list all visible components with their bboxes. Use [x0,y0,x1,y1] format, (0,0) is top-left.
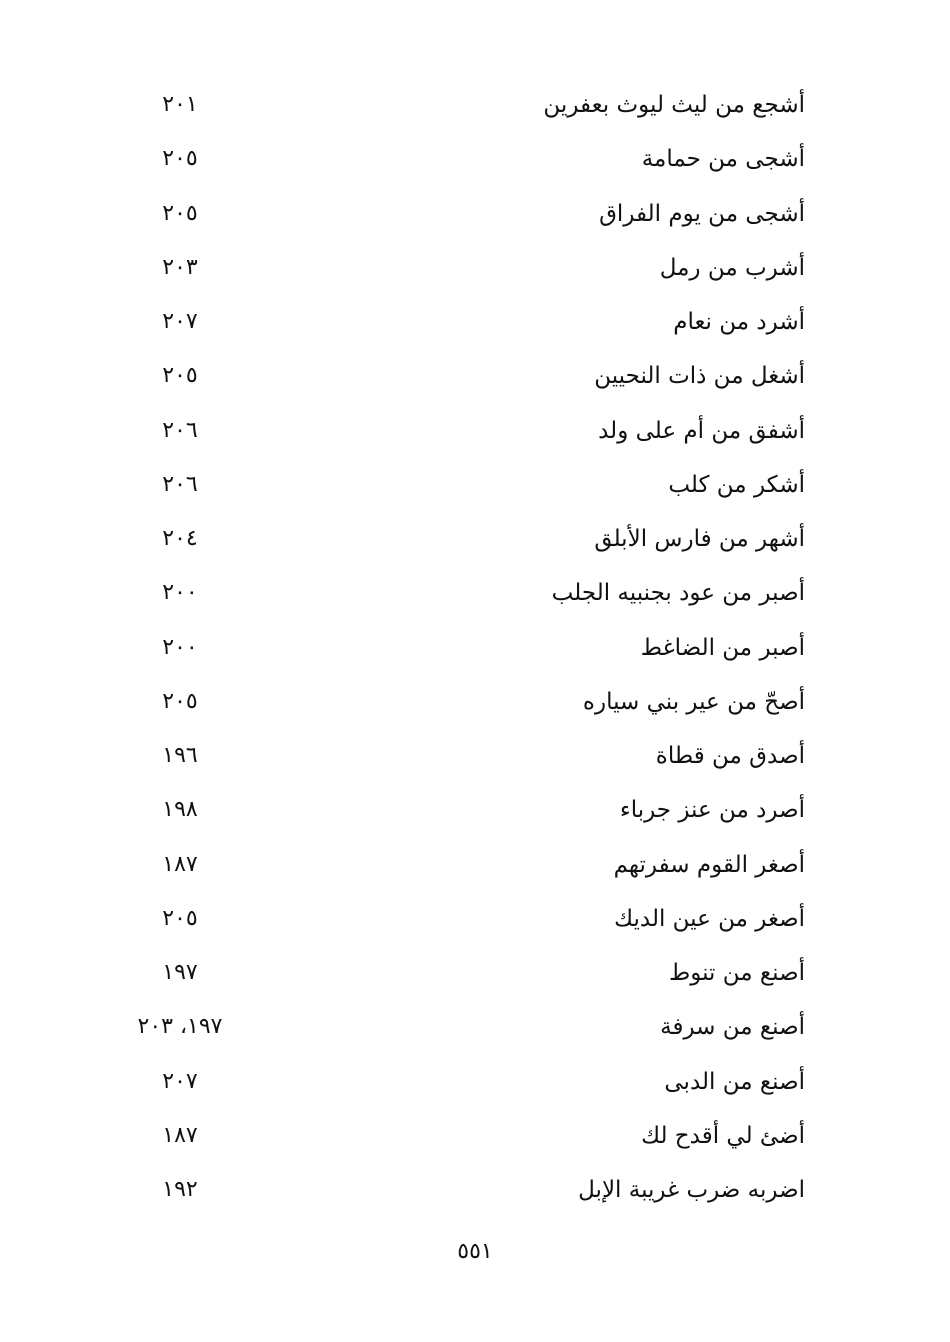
page-reference: ٢٠٧ [162,1068,198,1094]
page-reference: ٢٠٥ [162,363,198,389]
proverb-text: اضربه ضرب غريبة الإبل [578,1177,805,1203]
index-entry [0,675,950,729]
proverb-text: أشغل من ذات النحيين [594,363,805,390]
page-reference: ١٨٧ [162,851,198,877]
index-entry [0,241,950,295]
page-reference: ١٨٧ [162,1122,198,1148]
index-entry [0,132,950,186]
index-entry [0,783,950,837]
proverb-text: أشرد من نعام [673,309,805,335]
page-reference: ٢٠٤ [162,526,198,551]
proverb-text: أشجع من ليث ليوث بعفرين [543,92,805,118]
page-reference: ٢٠٥ [162,200,198,226]
page-reference: ٢٠١ [162,92,198,117]
proverb-text: أشفق من أم على ولد [598,417,805,444]
index-entry [0,621,950,675]
index-entry [0,946,950,1000]
proverb-text: أشرب من رمل [659,254,805,281]
page-reference: ٢٠٥ [162,905,198,931]
page-reference: ٢٠٥ [162,146,198,172]
page-number: ٥٥١ [457,1239,493,1264]
index-entry [0,78,950,132]
index-entry [0,1000,950,1054]
index-entry [0,1055,950,1109]
index-entry [0,566,950,620]
index-entry [0,458,950,512]
proverb-text: أصحّ من عير بني سياره [582,688,805,715]
proverb-text: أصغر القوم سفرتهم [613,851,805,878]
page-reference: ٢٠٦ [162,417,198,443]
proverb-text: أشهر من فارس الأبلق [594,526,805,552]
proverb-text: أصنع من الدبى [664,1068,805,1095]
proverb-index-list [0,78,950,1217]
page-reference: ٢٠٥ [162,688,198,714]
page-reference: ٢٠٦ [162,471,198,497]
page-reference: ٢٠٠ [162,580,198,606]
index-entry [0,512,950,566]
index-entry [0,1109,950,1163]
index-entry [0,1163,950,1217]
proverb-text: أشكر من كلب [668,471,805,498]
proverb-text: أشجى من يوم الفراق [599,200,805,227]
page-reference: ١٩٢ [162,1177,198,1202]
page-reference: ٢٠٠ [162,634,198,660]
page-reference: ١٩٧ [162,960,198,985]
page-reference: ١٩٧، ٢٠٣ [137,1014,223,1040]
index-entry [0,729,950,783]
proverb-text: أصنع من تنوط [668,960,805,986]
page-reference: ٢٠٣ [162,254,198,280]
proverb-text: أصنع من سرفة [660,1014,805,1041]
proverb-text: أصرد من عنز جرباء [619,797,805,824]
page-reference: ١٩٦ [162,743,198,768]
index-entry [0,349,950,403]
proverb-text: أشجى من حمامة [641,146,805,173]
proverb-text: أضئ لي أقدح لك [641,1122,805,1149]
index-entry [0,838,950,892]
index-entry [0,187,950,241]
page-reference: ١٩٨ [162,797,198,823]
index-entry [0,892,950,946]
proverb-text: أصدق من قطاة [655,743,805,769]
proverb-text: أصبر من عود بجنبيه الجلب [551,580,805,607]
index-entry [0,404,950,458]
page-reference: ٢٠٧ [162,309,198,334]
proverb-text: أصغر من عين الديك [614,905,805,932]
index-entry [0,295,950,349]
proverb-text: أصبر من الضاغط [640,634,805,661]
